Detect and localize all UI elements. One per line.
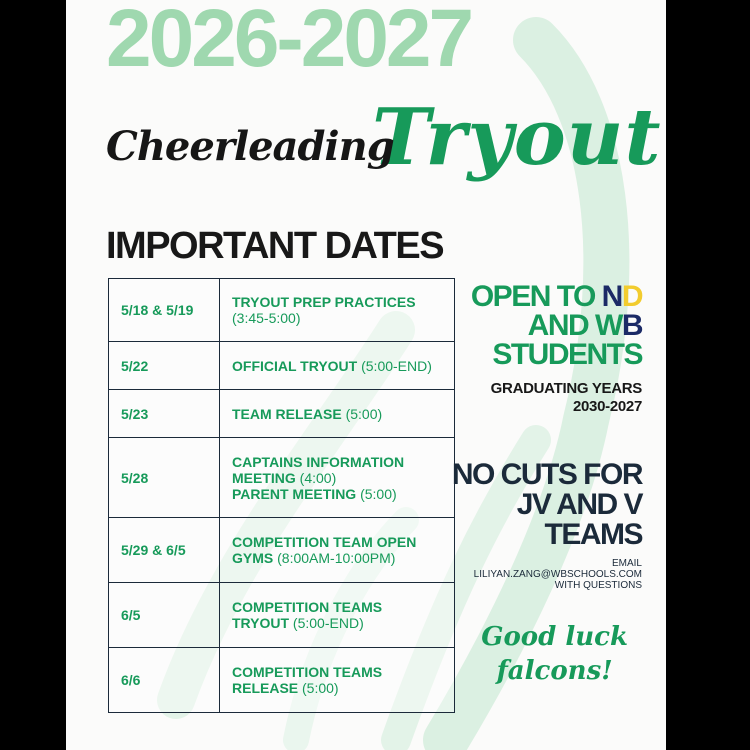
table-row — [109, 648, 455, 713]
table-row — [109, 518, 455, 583]
table-row — [109, 342, 455, 390]
tryout-poster — [66, 0, 666, 750]
row-event: TRYOUT PREP PRACTICES (3:45-5:00) — [220, 279, 455, 342]
open-to-students: OPEN TO ND AND WB STUDENTS — [470, 280, 642, 371]
row-event: CAPTAINS INFORMATION MEETING (4:00) PARENT MEETING (5:00) — [220, 438, 455, 518]
table-row — [109, 438, 455, 518]
table-row — [109, 390, 455, 438]
row-date: 6/6 — [109, 648, 220, 713]
important-dates-heading: IMPORTANT DATES — [106, 225, 444, 267]
dates-table — [108, 278, 455, 713]
no-cuts-notice: NO CUTS FOR JV AND V TEAMS — [451, 458, 642, 551]
good-luck-message: Good luck falcons! — [481, 622, 628, 686]
row-date: 5/23 — [109, 390, 220, 438]
graduating-years: GRADUATING YEARS 2030-2027 — [490, 380, 642, 415]
title-tryout: Tryout — [372, 92, 662, 183]
title-cheerleading: Cheerleading — [106, 123, 394, 170]
row-event: COMPETITION TEAMS TRYOUT (5:00-END) — [220, 583, 455, 648]
row-date: 5/29 & 6/5 — [109, 518, 220, 583]
table-row — [109, 583, 455, 648]
row-event: COMPETITION TEAM OPEN GYMS (8:00AM-10:00PM) — [220, 518, 455, 583]
row-date: 5/18 & 5/19 — [109, 279, 220, 342]
row-event: TEAM RELEASE (5:00) — [220, 390, 455, 438]
row-date: 5/28 — [109, 438, 220, 518]
row-date: 6/5 — [109, 583, 220, 648]
table-row — [109, 279, 455, 342]
row-event: OFFICIAL TRYOUT (5:00-END) — [220, 342, 455, 390]
row-event: COMPETITION TEAMS RELEASE (5:00) — [220, 648, 455, 713]
year-banner: 2026-2027 — [106, 0, 472, 84]
email-address: LILIYAN.ZANG@WBSCHOOLS.COM — [473, 569, 642, 580]
row-date: 5/22 — [109, 342, 220, 390]
email-contact: EMAIL LILIYAN.ZANG@WBSCHOOLS.COM WITH QUESTIONS — [473, 558, 642, 591]
